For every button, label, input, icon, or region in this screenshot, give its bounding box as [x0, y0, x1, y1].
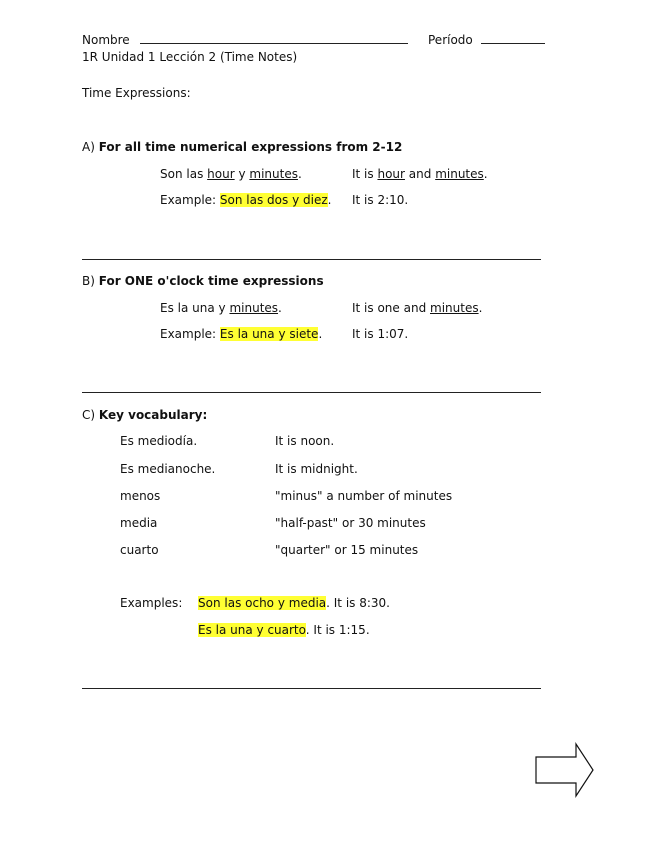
section-b-letter: B) — [82, 274, 95, 288]
section-c-letter: C) — [82, 408, 96, 422]
section-a-example-en: It is 2:10. — [352, 193, 409, 207]
name-label: Nombre — [82, 33, 130, 47]
vocab-en: "half-past" or 30 minutes — [275, 516, 426, 530]
name-blank[interactable] — [140, 32, 408, 44]
example-2: Es la una y cuarto. It is 1:15. — [198, 623, 370, 637]
section-c-title: Key vocabulary: — [98, 408, 208, 422]
section-b-pattern-es: Es la una y minutes. — [160, 301, 282, 315]
course-title: 1R Unidad 1 Lección 2 (Time Notes) — [82, 50, 298, 64]
period-label: Período — [428, 33, 473, 47]
period-field — [428, 32, 545, 47]
section-title: Time Expressions: — [82, 86, 191, 100]
section-c-heading — [82, 408, 207, 422]
right-arrow-icon[interactable] — [534, 742, 596, 798]
section-b-pattern-en: It is one and minutes. — [352, 301, 483, 315]
highlight: Son las dos y diez — [219, 193, 328, 207]
vocab-es: Es medianoche. — [120, 462, 216, 476]
divider — [82, 259, 541, 260]
vocab-en: It is midnight. — [275, 462, 358, 476]
vocab-es: cuarto — [120, 543, 159, 557]
highlight: Son las ocho y media — [198, 596, 327, 610]
section-a-pattern-en: It is hour and minutes. — [352, 167, 488, 181]
highlight: Es la una y siete — [219, 327, 319, 341]
section-a-example-es: Example: Son las dos y diez. — [160, 193, 332, 207]
divider — [82, 392, 541, 393]
vocab-es: media — [120, 516, 158, 530]
section-a-heading — [82, 140, 402, 154]
name-field — [82, 32, 408, 47]
vocab-en: "quarter" or 15 minutes — [275, 543, 419, 557]
vocab-en: "minus" a number of minutes — [275, 489, 453, 503]
section-b-title: For ONE o'clock time expressions — [98, 274, 324, 288]
section-b-example-es: Example: Es la una y siete. — [160, 327, 323, 341]
section-a-title: For all time numerical expressions from 2-12 — [98, 140, 403, 154]
vocab-en: It is noon. — [275, 434, 335, 448]
highlight: Es la una y cuarto — [198, 623, 306, 637]
section-a-pattern-es: Son las hour y minutes. — [160, 167, 302, 181]
section-a-letter: A) — [82, 140, 95, 154]
examples-label: Examples: — [120, 596, 183, 610]
vocab-es: Es mediodía. — [120, 434, 198, 448]
divider — [82, 688, 541, 689]
section-b-example-en: It is 1:07. — [352, 327, 409, 341]
example-1: Son las ocho y media. It is 8:30. — [198, 596, 390, 610]
vocab-es: menos — [120, 489, 161, 503]
period-blank[interactable] — [481, 32, 545, 44]
section-b-heading — [82, 274, 324, 288]
